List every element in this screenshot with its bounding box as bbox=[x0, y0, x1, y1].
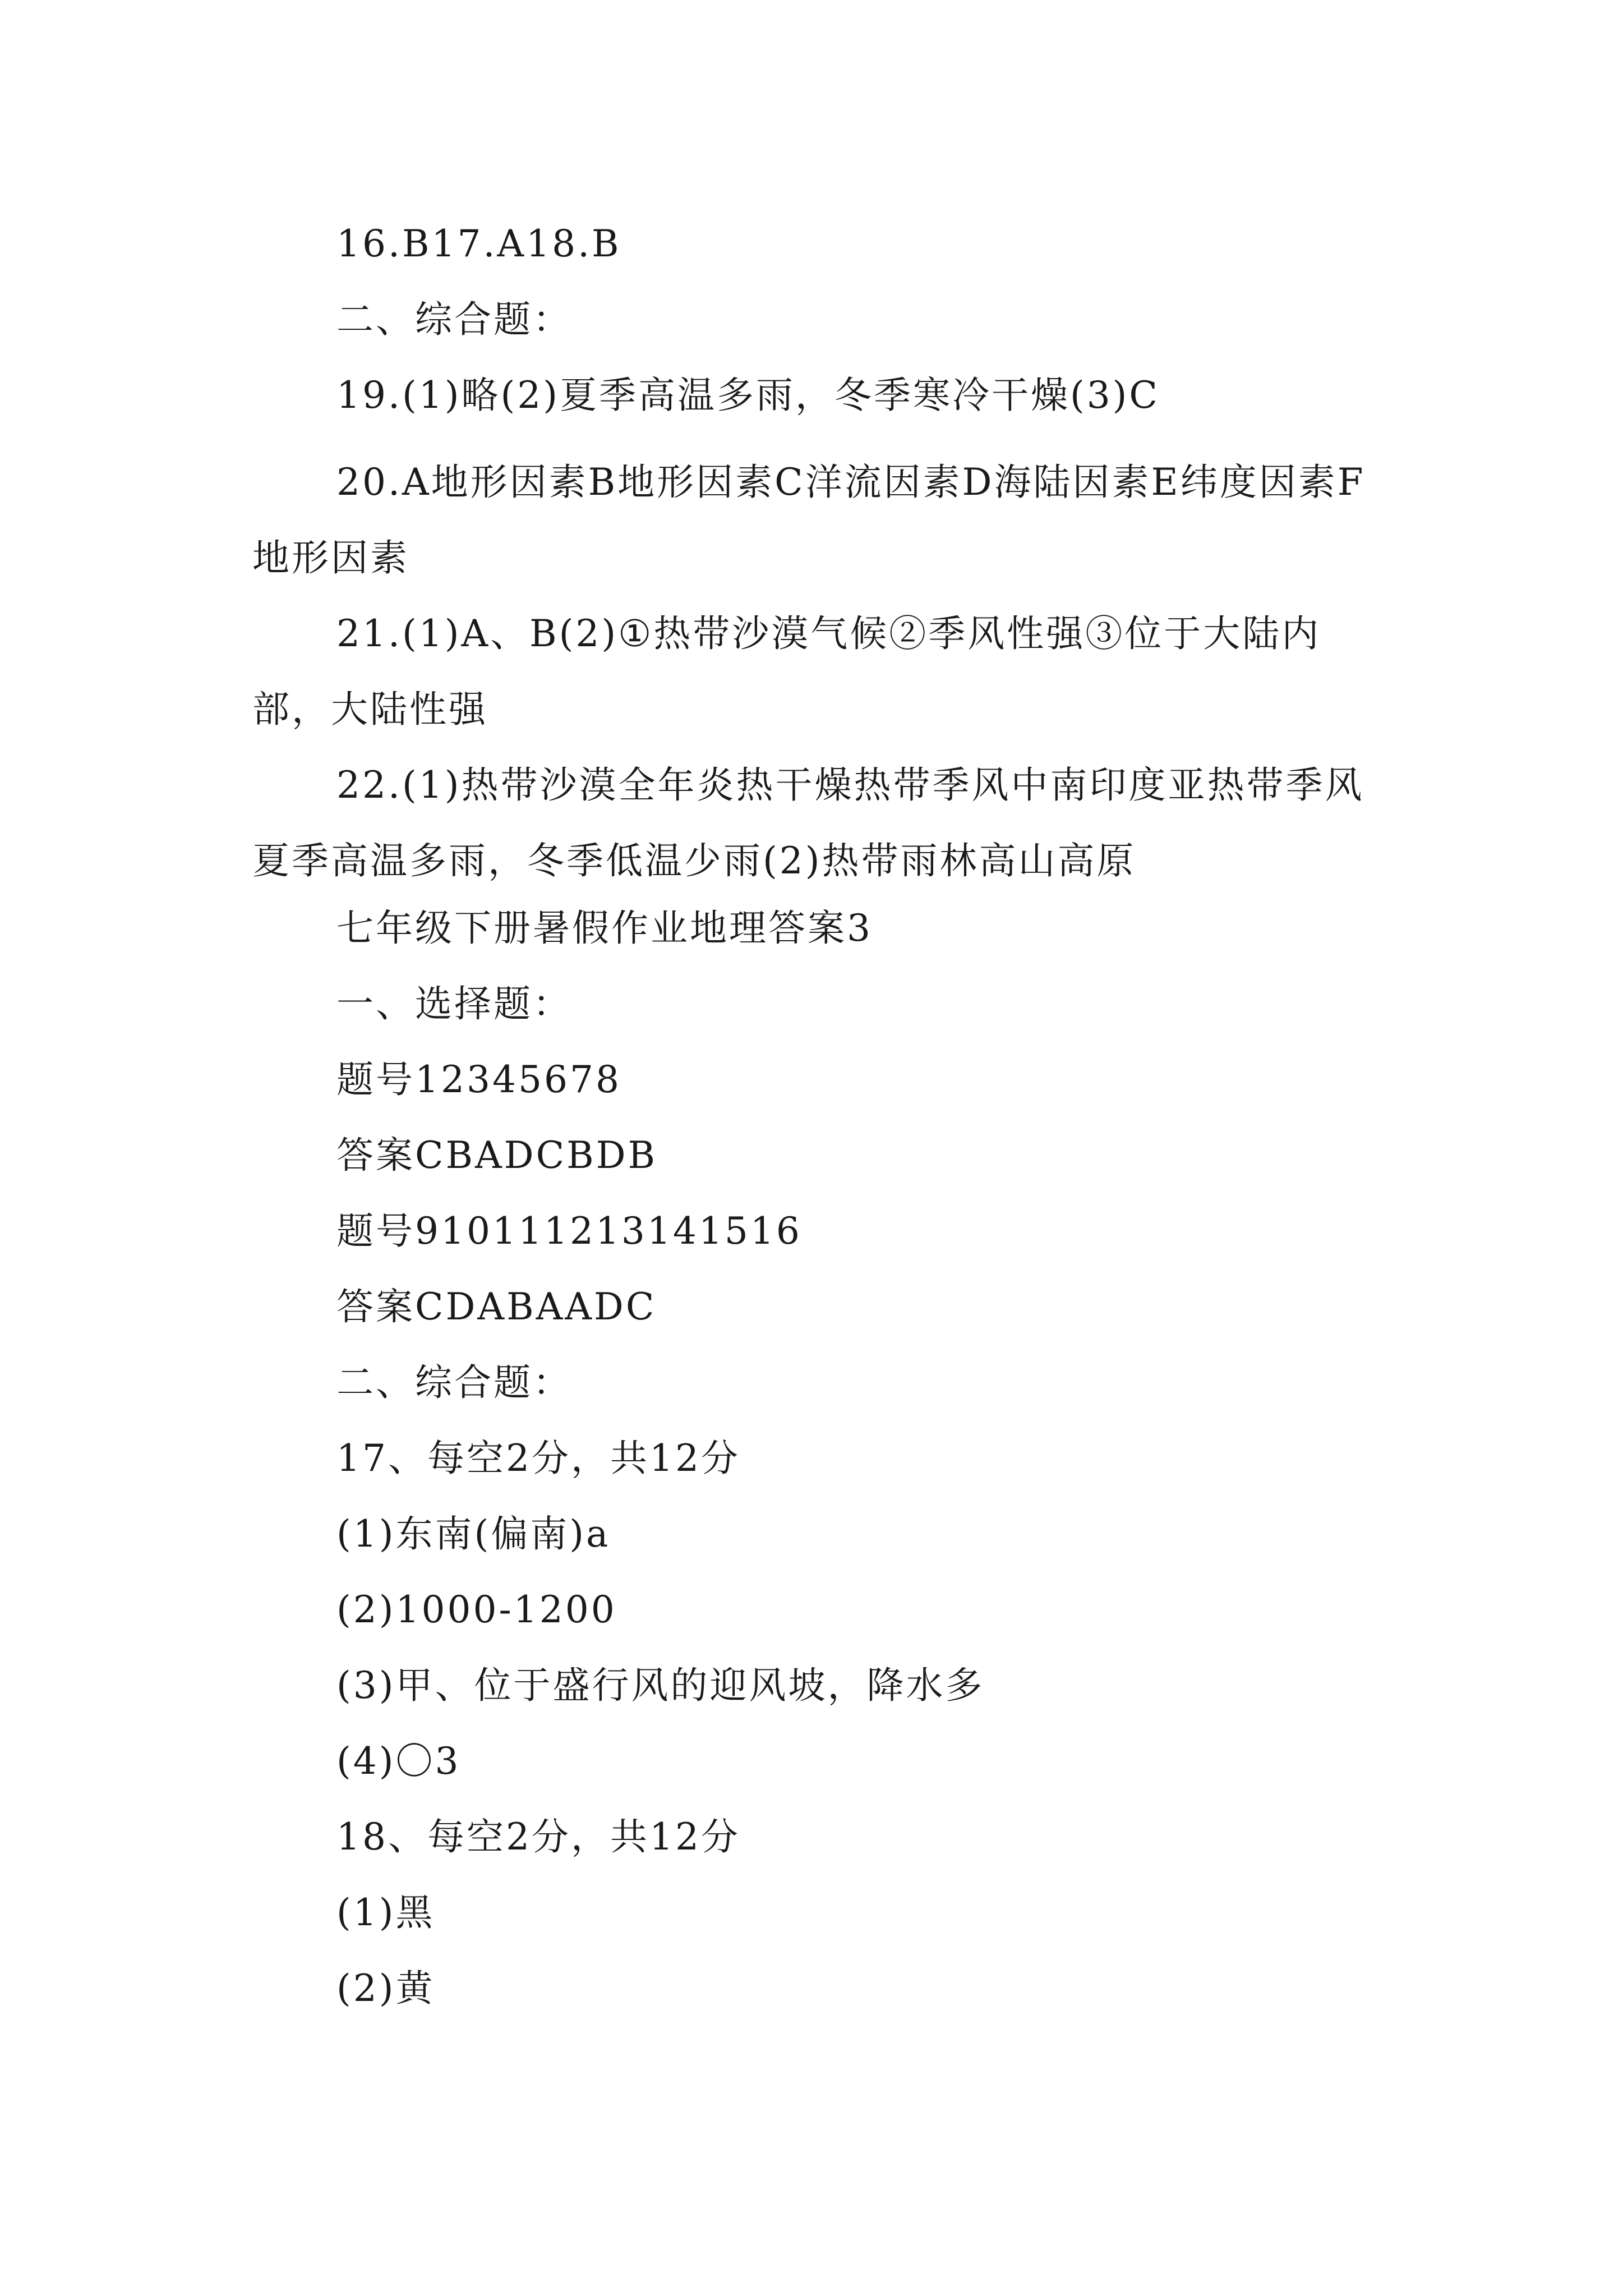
answer-line-16-18: 16.B17.A18.B bbox=[336, 222, 621, 265]
answers-row-1: 答案CBADCBDB bbox=[336, 1134, 657, 1177]
question-17-header: 17、每空2分，共12分 bbox=[336, 1437, 740, 1480]
answer-17-1: (1)东南(偏南)a bbox=[336, 1512, 611, 1556]
question-numbers-row-2: 题号910111213141516 bbox=[336, 1209, 802, 1253]
answer-18-2: (2)黄 bbox=[336, 1967, 435, 2010]
answer-paragraph-22: 22.(1)热带沙漠全年炎热干燥热带季风中南印度亚热带季风夏季高温多雨，冬季低温少雨(2)热带雨林高山高原 bbox=[252, 763, 1364, 882]
answer-17-3: (3)甲、位于盛行风的迎风坡，降水多 bbox=[336, 1664, 985, 1707]
answer-17-4: (4)〇3 bbox=[336, 1740, 461, 1783]
answer-paragraph-20: 20.A地形因素B地形因素C洋流因素D海陆因素E纬度因素F地形因素 bbox=[252, 461, 1366, 579]
section-title-answers-3: 七年级下册暑假作业地理答案3 bbox=[336, 907, 873, 950]
section-heading-comprehensive-2: 二、综合题： bbox=[336, 1361, 572, 1404]
answer-17-2: (2)1000-1200 bbox=[336, 1588, 617, 1631]
answers-row-2: 答案CDABAADC bbox=[336, 1285, 657, 1328]
answer-paragraph-21: 21.(1)A、B(2)①热带沙漠气候②季风性强③位于大陆内部，大陆性强 bbox=[252, 612, 1321, 731]
question-18-header: 18、每空2分，共12分 bbox=[336, 1815, 740, 1858]
section-heading-comprehensive: 二、综合题： bbox=[336, 298, 572, 341]
answer-line-19: 19.(1)略(2)夏季高温多雨，冬季寒冷干燥(3)C bbox=[336, 374, 1160, 417]
answer-18-1: (1)黑 bbox=[336, 1891, 435, 1934]
question-numbers-row-1: 题号12345678 bbox=[336, 1058, 621, 1101]
section-heading-multiple-choice: 一、选择题： bbox=[336, 982, 572, 1025]
